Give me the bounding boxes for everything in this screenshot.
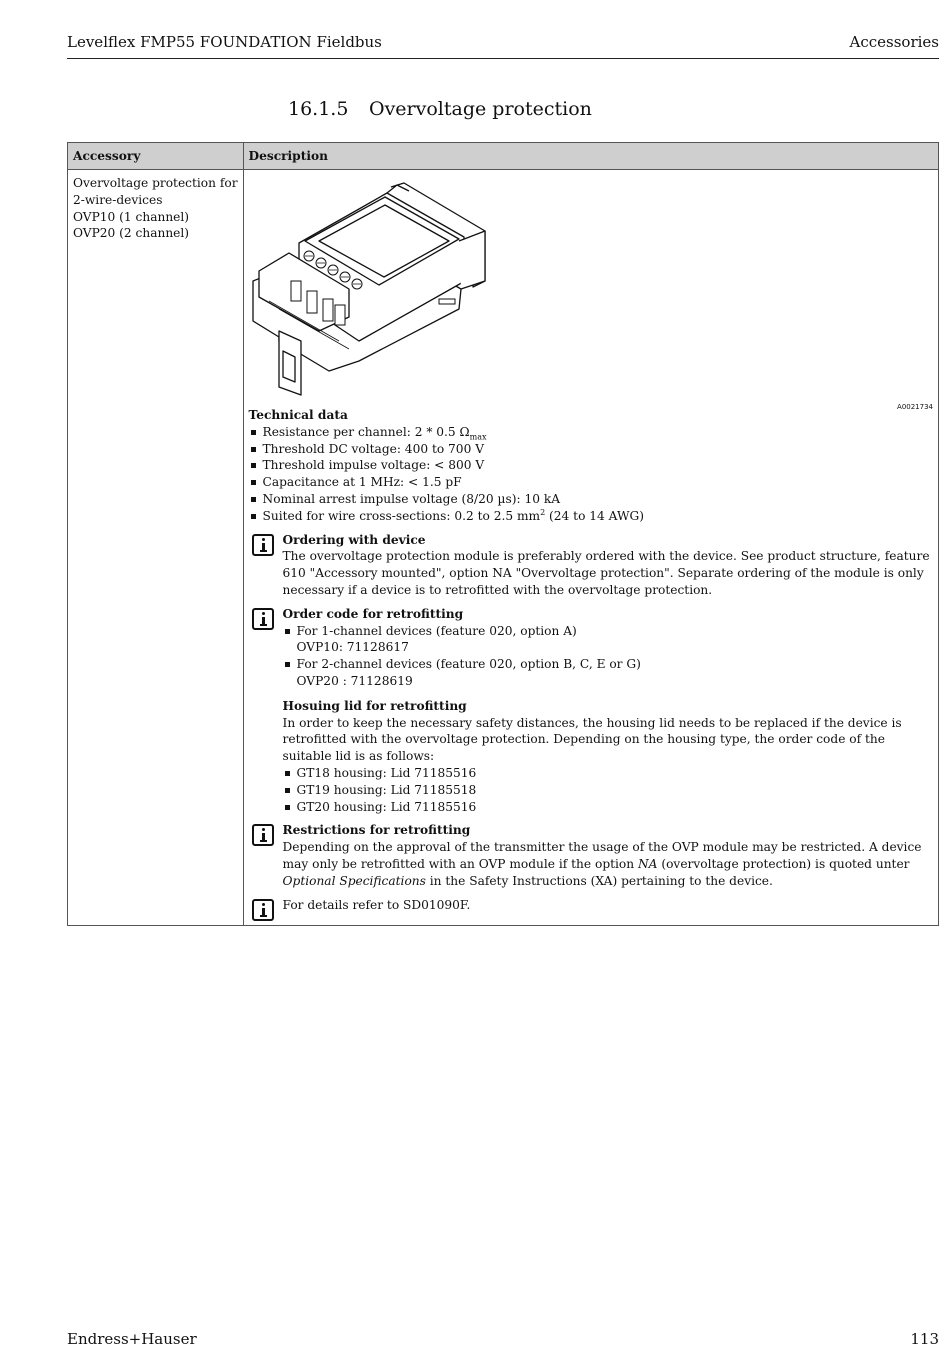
ovp-module-drawing: [249, 181, 499, 396]
accessory-line: 2-wire-devices: [73, 192, 163, 207]
accessory-table: [67, 142, 939, 926]
order-item-code: OVP10: 71128617: [296, 640, 409, 655]
list-item: Nominal arrest impulse voltage (8/20 µs): 10 kA: [249, 491, 933, 508]
page-header: [67, 31, 939, 59]
note-restrictions: [249, 822, 933, 889]
accessory-line: Overvoltage protection for: [73, 176, 238, 190]
info-icon: [252, 899, 274, 921]
note-text-part: (overvoltage protection) is quoted unter: [657, 856, 910, 871]
info-icon: [252, 534, 274, 556]
accessory-line: OVP10 (1 channel): [73, 209, 190, 224]
resistance-subscript: max: [469, 432, 487, 442]
page-number: 113: [910, 1330, 939, 1348]
header-document-title: Levelflex FMP55 FOUNDATION Fieldbus: [67, 33, 382, 51]
list-item: Capacitance at 1 MHz: < 1.5 pF: [249, 474, 933, 491]
order-item-text: For 2-channel devices (feature 020, option B, C, E or G): [296, 657, 641, 672]
list-item: GT20 housing: Lid 71185516: [283, 799, 933, 816]
description-cell: [243, 170, 938, 926]
column-header-description: Description: [243, 143, 938, 170]
housing-lid-heading: Hosuing lid for retrofitting: [282, 698, 467, 713]
housing-lid-list: [283, 765, 933, 815]
info-icon: [252, 608, 274, 630]
section-number: 16.1.5: [288, 98, 349, 120]
footer-brand: Endress+Hauser: [67, 1330, 197, 1348]
wire-superscript: 2: [540, 507, 546, 517]
header-chapter: Accessories: [849, 33, 939, 51]
list-item: [249, 424, 933, 441]
wire-suffix: (24 to 14 AWG): [545, 508, 644, 523]
figure-id: A0021734: [897, 403, 933, 411]
section-heading: Overvoltage protection: [369, 98, 592, 120]
list-item: Threshold impulse voltage: < 800 V: [249, 457, 933, 474]
technical-data-list: [249, 424, 933, 525]
list-item: [283, 656, 933, 690]
note-text-part: in the Safety Instructions (XA) pertaining to the device.: [425, 873, 773, 888]
order-item-text: For 1-channel devices (feature 020, option A): [296, 623, 577, 638]
section-title: [288, 98, 592, 120]
note-title: Order code for retrofitting: [282, 606, 464, 621]
resistance-text: Resistance per channel: 2 * 0.5 Ω: [262, 424, 470, 439]
list-item: GT18 housing: Lid 71185516: [283, 765, 933, 782]
order-code-list: [283, 623, 933, 690]
list-item: GT19 housing: Lid 71185518: [283, 782, 933, 799]
table-header-row: [68, 143, 939, 170]
note-title: Restrictions for retrofitting: [282, 823, 471, 838]
technical-data-heading: Technical data: [248, 408, 348, 422]
accessory-cell: [68, 170, 244, 926]
note-text: [283, 839, 933, 889]
list-item: [249, 508, 933, 525]
note-ordering: [249, 532, 933, 599]
note-details: [249, 897, 933, 914]
housing-lid-text: In order to keep the necessary safety distances, the housing lid needs to be replaced if the device is retrofitted with the overvoltage protection. Depending on the housing type, the order code of the suitable lid is as follows:: [282, 715, 902, 764]
column-header-accessory: Accessory: [68, 143, 244, 170]
list-item: [283, 623, 933, 657]
note-text: For details refer to SD01090F.: [282, 897, 471, 912]
note-text: The overvoltage protection module is preferably ordered with the device. See product structure, feature 610 "Accessory mounted", option NA "Overvoltage protection". Separate ordering of the module is only necessary if a device is to retrofitted with the overvoltage protection.: [282, 549, 930, 597]
accessory-line: OVP20 (2 channel): [73, 226, 190, 241]
info-icon: [252, 824, 274, 846]
note-order-code: [249, 606, 933, 816]
note-text-italic: NA: [638, 856, 658, 871]
wire-text: Suited for wire cross-sections: 0.2 to 2.5 mm: [262, 508, 541, 523]
note-text-italic: Optional Specifications: [282, 873, 426, 888]
note-text-part: Depending on the approval of the transmitter the usage of the OVP module may be restricted. A device may only be retrofitted with an OVP module if the option: [282, 840, 922, 871]
note-title: Ordering with device: [282, 532, 426, 547]
product-figure: [249, 175, 933, 411]
order-item-code: OVP20 : 71128619: [296, 673, 413, 688]
list-item: Threshold DC voltage: 400 to 700 V: [249, 441, 933, 458]
table-row: [68, 170, 939, 926]
